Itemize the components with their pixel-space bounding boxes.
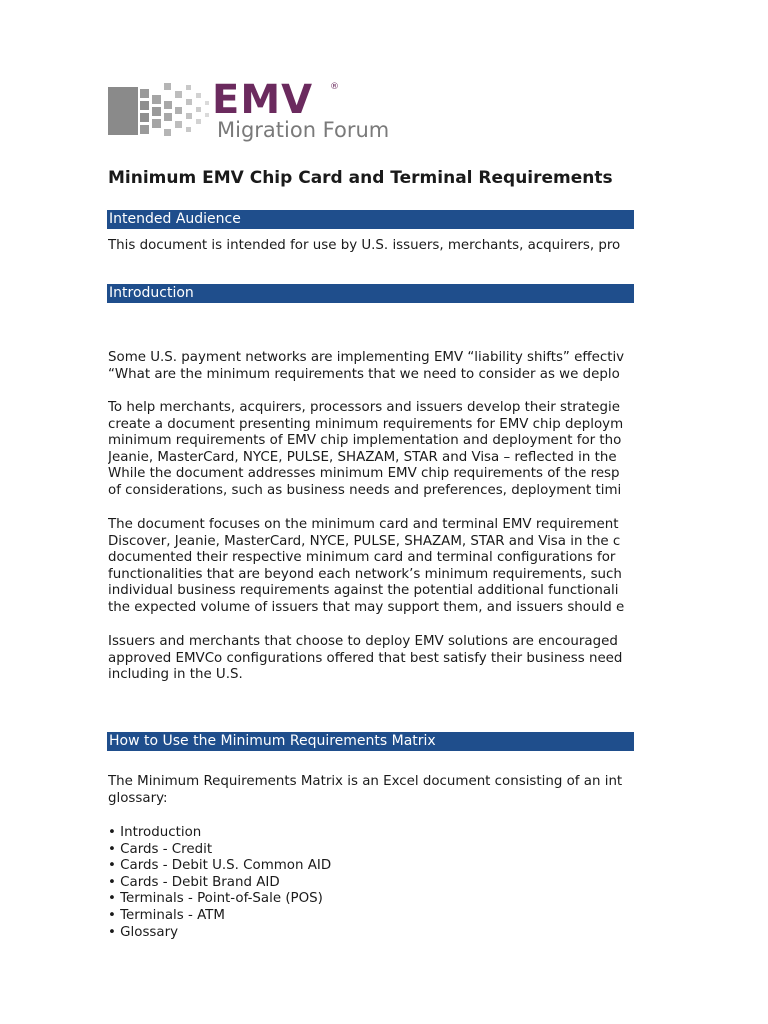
list-item: • Terminals - Point-of-Sale (POS) [108,891,323,907]
section-header-audience: Intended Audience [107,210,634,229]
section-header-howto: How to Use the Minimum Requirements Matrix [107,732,634,751]
intro-paragraph-1 [108,350,634,383]
logo-dots-icon [108,83,212,139]
text-line: Jeanie, MasterCard, NYCE, PULSE, SHAZAM, STAR and Visa – reflected in the [108,449,617,465]
intro-paragraph-3 [108,517,634,617]
section-header-introduction: Introduction [107,284,634,303]
text-line: of considerations, such as business needs and preferences, deployment timi [108,482,622,498]
logo-brand-text: EMV [212,77,314,123]
list-item: • Glossary [108,924,179,940]
audience-body [108,238,634,255]
text-line: documented their respective minimum card and terminal configurations for [108,550,616,566]
text-line: The Minimum Requirements Matrix is an Excel document consisting of an int [108,774,623,789]
list-item: • Introduction [108,825,202,840]
howto-bullet-list [108,825,634,941]
text-line: While the document addresses minimum EMV chip requirements of the resp [108,466,620,482]
document-title: Minimum EMV Chip Card and Terminal Requirements [108,168,613,188]
text-line: The document focuses on the minimum card and terminal EMV requirement [108,517,619,532]
howto-intro [108,774,634,807]
text-line: minimum requirements of EMV chip implementation and deployment for tho [108,433,622,449]
emv-migration-forum-logo [108,77,438,146]
text-line: approved EMVCo configurations offered that best satisfy their business need [108,650,623,666]
logo-subtitle: Migration Forum [217,118,390,142]
list-item: • Cards - Debit Brand AID [108,874,280,890]
text-line: create a document presenting minimum requirements for EMV chip deploym [108,416,624,432]
text-line: Some U.S. payment networks are implementing EMV “liability shifts” effectiv [108,350,625,365]
list-item: • Cards - Debit U.S. Common AID [108,858,332,874]
intro-paragraph-2 [108,400,634,500]
text-line: “What are the minimum requirements that we need to consider as we deplo [108,366,620,382]
text-line: Discover, Jeanie, MasterCard, NYCE, PULSE, SHAZAM, STAR and Visa in the c [108,533,621,549]
text-line: the expected volume of issuers that may support them, and issuers should e [108,599,625,615]
list-item: • Cards - Credit [108,841,213,857]
logo-registered-mark: ® [330,82,339,92]
text-line: Issuers and merchants that choose to deploy EMV solutions are encouraged [108,634,618,649]
text-line: To help merchants, acquirers, processors and issuers develop their strategie [108,400,620,415]
list-item: • Terminals - ATM [108,907,225,923]
audience-line: This document is intended for use by U.S. issuers, merchants, acquirers, pro [108,238,621,253]
text-line: including in the U.S. [108,667,243,683]
text-line: individual business requirements against the potential additional functionali [108,583,619,599]
text-line: functionalities that are beyond each network’s minimum requirements, such [108,566,622,582]
intro-paragraph-4 [108,634,634,684]
text-line: glossary: [108,790,168,806]
